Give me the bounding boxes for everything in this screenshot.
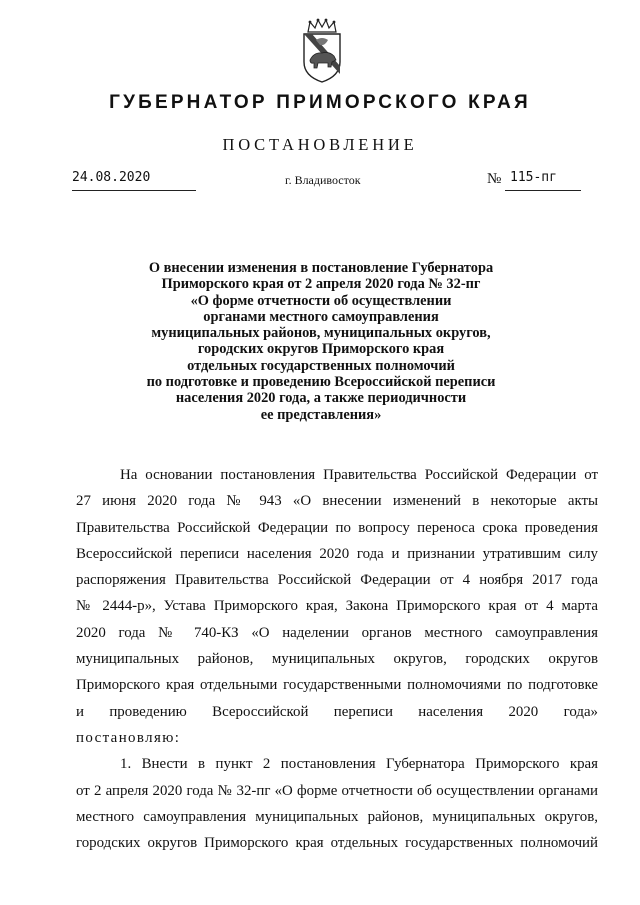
- title-line: по подготовке и проведению Всероссийской переписи: [146, 374, 496, 391]
- title-line: отдельных государственных полномочий: [187, 357, 455, 374]
- body-line: На основании постановления Правительства Российской Федерации от: [120, 467, 598, 483]
- body-line: 1. Внести в пункт 2 постановления Губернатора Приморского края: [120, 756, 598, 773]
- body-line: № 2444-р», Устава Приморского края, Закона Приморского края от 4 марта: [76, 598, 598, 615]
- title-line: органами местного самоуправления: [203, 308, 439, 325]
- document-number: 115-пг: [510, 170, 557, 185]
- body-line: муниципальных районов, муниципальных округов, городских округов: [76, 651, 598, 668]
- title-line: городских округов Приморского края: [197, 341, 445, 358]
- title-line: муниципальных районов, муниципальных округов,: [151, 325, 491, 342]
- title-line: Приморского края от 2 апреля 2020 года № 32-пг: [161, 276, 481, 293]
- title-line: «О форме отчетности об осуществлении: [190, 292, 452, 309]
- title-line: населения 2020 года, а также периодичности: [175, 390, 467, 407]
- primorsky-coat-of-arms-icon: [298, 18, 346, 84]
- document-city: г. Владивосток: [285, 173, 361, 187]
- number-label: №: [487, 171, 502, 187]
- body-line: 2020 года № 740-КЗ «О наделении органов местного самоуправления: [76, 624, 598, 641]
- document-title: [100, 260, 542, 423]
- document-date: 24.08.2020: [72, 170, 151, 185]
- body-line: Всероссийской переписи населения 2020 года и признании утратившим силу: [76, 545, 598, 562]
- body-line: 27 июня 2020 года № 943 «О внесении изменений в некоторые акты: [76, 493, 598, 510]
- body-line: и проведению Всероссийской переписи населения 2020 года»: [76, 703, 598, 720]
- document-type: ПОСТАНОВЛЕНИЕ: [222, 135, 418, 154]
- body-line: Приморского края отдельными государственными полномочиями по подготовке: [76, 677, 598, 694]
- title-line: ее представления»: [260, 406, 382, 423]
- body-line: городских округов Приморского края отдельных государственных полномочий: [76, 835, 598, 852]
- body-line: распоряжения Правительства Российской Федерации от 4 ноября 2017 года: [76, 572, 598, 589]
- title-line: О внесении изменения в постановление Губернатора: [148, 260, 494, 276]
- document-body: [76, 462, 598, 856]
- body-line: от 2 апреля 2020 года № 32-пг «О форме отчетности об осуществлении органами: [76, 782, 598, 799]
- body-line: местного самоуправления муниципальных районов, муниципальных округов,: [76, 808, 598, 825]
- organization-title: ГУБЕРНАТОР ПРИМОРСКОГО КРАЯ: [109, 92, 531, 113]
- body-line: постановляю:: [76, 729, 181, 746]
- body-line: Правительства Российской Федерации по вопросу переноса срока проведения: [76, 519, 598, 536]
